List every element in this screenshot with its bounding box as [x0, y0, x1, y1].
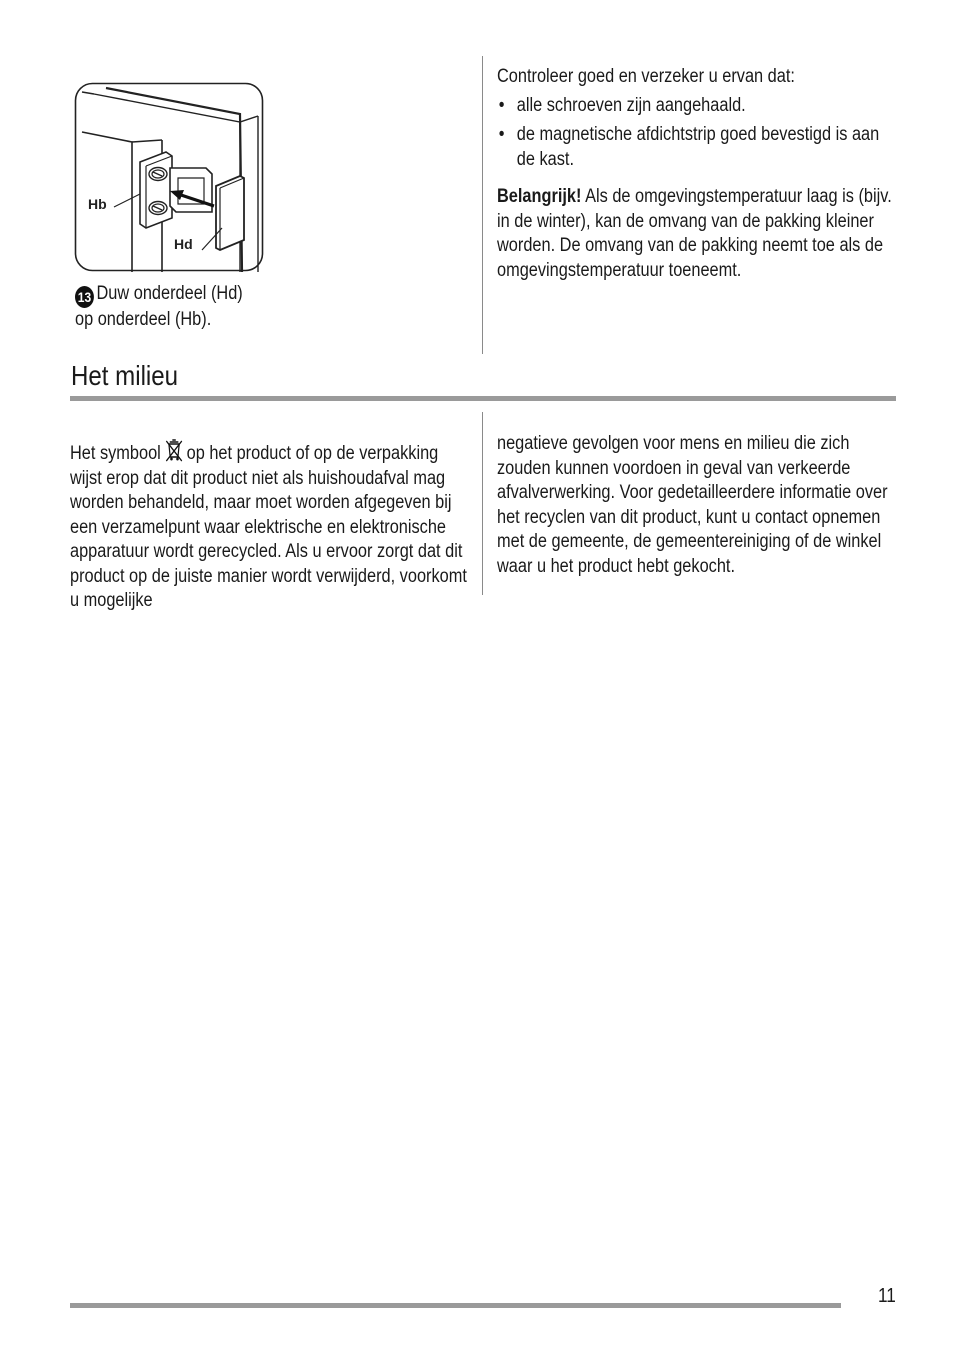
important-text: Als de omgevingstemperatuur laag is (bijv. in de winter), kan de omvang van de pakking kleiner worden. De omvang van de pakking neemt toe als de omgevingstemperatuur toeneemt. — [497, 186, 892, 281]
symbol-explanation-text: op het product of op de verpakking wijst erop dat dit product niet als huishoudafval mag worden behandeld, maar moet worden afgegeven bij een verzamelpunt waar elektrische en elektronische apparatuur wordt gerecycled. Als u ervoor zorgt dat dit product op de juiste manier wordt verwijderd, voorkomt u mogelijke — [70, 443, 467, 611]
page-number: 11 — [878, 1285, 896, 1307]
section-heading: Het milieu — [71, 360, 179, 391]
important-label: Belangrijk! — [497, 186, 582, 207]
caption-line-1: Duw onderdeel (Hd) — [96, 283, 243, 304]
environment-text-left — [70, 438, 470, 614]
environment-paragraph-continued: negatieve gevolgen voor mens en milieu die zich zouden kunnen voordoen in geval van verkeerde afvalverwerking. Voor gedetailleerdere informatie over het recyclen van dit product, kunt u contact opnemen met de gemeente, de gemeentereiniging of de winkel waar u het product hebt gekocht. — [497, 433, 888, 577]
check-item-text: de magnetische afdichtstrip goed bevestigd is aan de kast. — [516, 124, 880, 170]
check-item — [497, 94, 893, 119]
check-intro: Controleer goed en verzeker u ervan dat: — [497, 66, 795, 87]
label-hd: Hd — [174, 236, 193, 252]
check-item — [497, 123, 893, 172]
important-note — [497, 185, 893, 283]
bullet: • — [498, 124, 505, 145]
bullet: • — [498, 94, 505, 116]
check-list — [497, 94, 893, 173]
label-hb: Hb — [88, 196, 107, 212]
heading-rule — [70, 396, 896, 401]
column-divider-top — [482, 56, 483, 354]
column-divider-bottom — [482, 412, 483, 595]
caption-line-2: op onderdeel (Hb). — [75, 309, 212, 330]
symbol-intro-text: Het symbool — [70, 443, 161, 464]
environment-text-right — [497, 432, 897, 579]
figure-caption — [75, 282, 273, 333]
caption-number-badge: 13 — [75, 286, 94, 308]
figure-13-illustration — [74, 82, 266, 274]
footer-rule — [70, 1303, 841, 1308]
crossed-out-wheelie-bin-icon — [164, 438, 183, 462]
check-item-text: alle schroeven zijn aangehaald. — [516, 94, 746, 116]
door-hinge-illustration — [74, 82, 266, 274]
check-instructions — [497, 65, 893, 283]
